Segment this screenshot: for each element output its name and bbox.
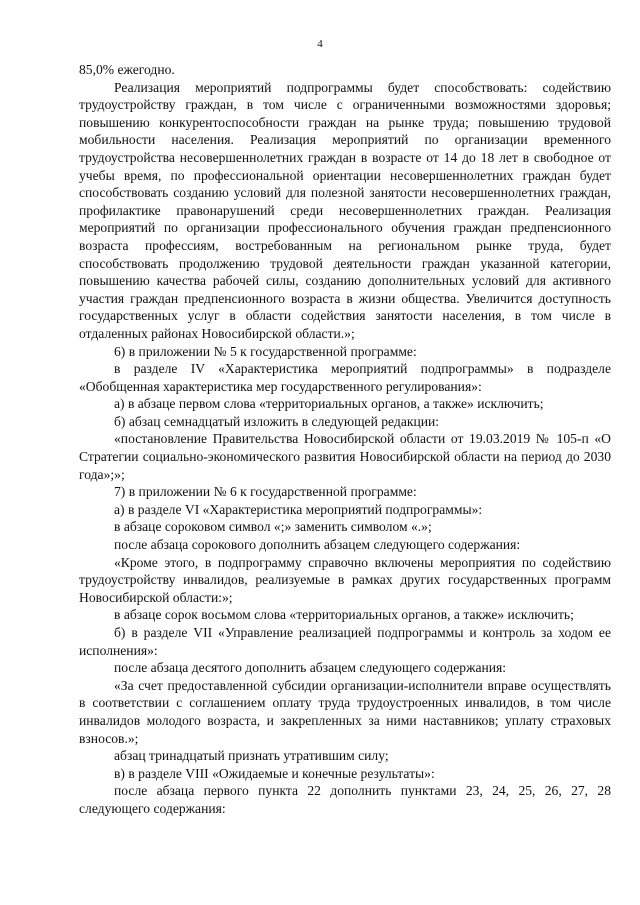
document-body <box>79 61 611 818</box>
page-number: 4 <box>317 38 323 50</box>
paragraph: абзац тринадцатый признать утратившим силу; <box>114 748 389 764</box>
paragraph: б) в разделе VII «Управление реализацией подпрограммы и контроль за ходом ее исполнения»: <box>79 625 611 658</box>
paragraph: в абзаце сорок восьмом слова «территориальных органов, а также» исключить; <box>114 607 574 623</box>
paragraph: 6) в приложении № 5 к государственной программе: <box>114 343 417 359</box>
paragraph: 7) в приложении № 6 к государственной программе: <box>114 484 417 500</box>
paragraph: Реализация мероприятий подпрограммы будет способствовать: содействию трудоустройству граждан, в том числе с ограниченными возможностями здоровья; повышению конкурентоспособности граждан на рынке труда; повышению трудовой мобильности населения. Реализация мероприятий по организации временного трудоустройства несовершеннолетних граждан в возрасте от 14 до 18 лет в свободное от учебы время, по профессиональной ориентации несовершеннолетних граждан будет способствовать созданию условий для полезной занятости несовершеннолетних граждан, профилактике правонарушений среди несовершеннолетних граждан. Реализация мероприятий по организации профессионального обучения граждан предпенсионного возраста профессиям, востребованным на региональном рынке труда, будет способствовать продолжению трудовой деятельности граждан указанной категории, повышению качества рабочей силы, созданию дополнительных условий для активного участия граждан предпенсионного возраста в жизни общества. Увеличится доступность государственных услуг в области содействия занятости населения, в том числе в отдаленных районах Новосибирской области.»; <box>79 79 611 341</box>
paragraph: после абзаца десятого дополнить абзацем следующего содержания: <box>114 660 507 676</box>
paragraph: а) в абзаце первом слова «территориальных органов, а также» исключить; <box>114 396 544 412</box>
paragraph: 85,0% ежегодно. <box>79 62 175 77</box>
paragraph: в абзаце сороковом символ «;» заменить символом «.»; <box>114 519 432 535</box>
paragraph: «постановление Правительства Новосибирской области от 19.03.2019 № 105-п «О Стратегии социально-экономического развития Новосибирской области на период до 2030 года»;»; <box>79 431 611 482</box>
paragraph: в) в разделе VIII «Ожидаемые и конечные результаты»: <box>114 765 435 781</box>
paragraph: «За счет предоставленной субсидии организации-исполнители вправе осуществлять в соответствии с соглашением оплату труда трудоустроенных инвалидов, в том числе инвалидов молодого возраста, и закрепленных за ними наставников; уплату страховых взносов.»; <box>79 677 611 746</box>
paragraph: после абзаца первого пункта 22 дополнить пунктами 23, 24, 25, 26, 27, 28 следующего содержания: <box>79 783 611 816</box>
paragraph: «Кроме этого, в подпрограмму справочно включены мероприятия по содействию трудоустройству инвалидов, реализуемые в рамках других государственных программ Новосибирской области:»; <box>79 554 611 605</box>
paragraph: а) в разделе VI «Характеристика мероприятий подпрограммы»: <box>114 501 483 517</box>
paragraph: в разделе IV «Характеристика мероприятий подпрограммы» в подразделе «Обобщенная характеристика мер государственного регулирования»: <box>79 361 611 394</box>
paragraph: б) абзац семнадцатый изложить в следующей редакции: <box>114 413 440 429</box>
paragraph: после абзаца сорокового дополнить абзацем следующего содержания: <box>114 537 521 553</box>
